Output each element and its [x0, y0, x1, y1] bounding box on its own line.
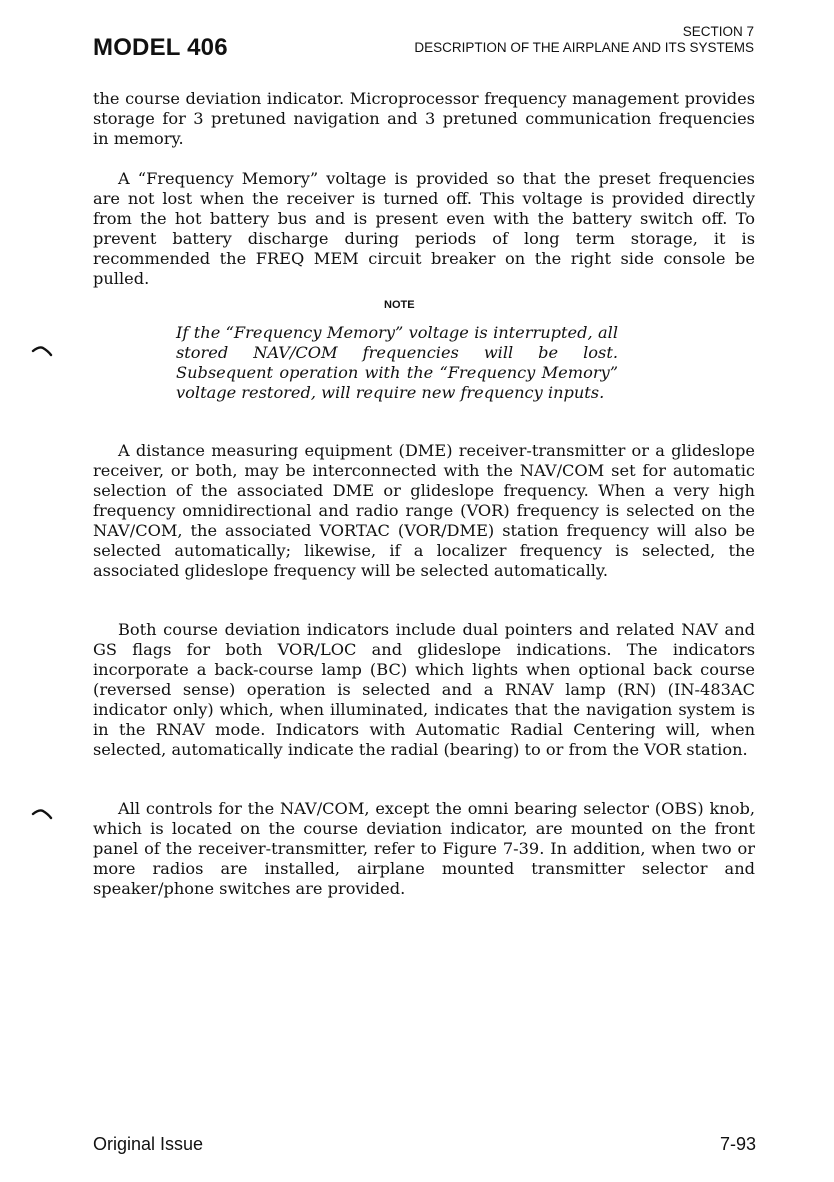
footer-page-number: 7-93 — [719, 1134, 756, 1154]
paragraph-5: All controls for the NAV/COM, except the omni bearing selector (OBS) knob, which is located on the course deviation indicator, are mounted on the front panel of the receiver-transmitter, refer to Figure 7-39. In addition, when two or more radios are installed, airplane mounted transmitter selector and speaker/phone switches are provided. — [93, 799, 755, 898]
header-model: MODEL 406 — [93, 34, 228, 61]
header-section-title: DESCRIPTION OF THE AIRPLANE AND ITS SYSTEMS — [414, 40, 754, 55]
revision-mark-icon — [31, 808, 53, 822]
header-section: SECTION 7 — [682, 24, 754, 39]
footer-issue: Original Issue — [93, 1134, 204, 1154]
revision-mark-icon — [31, 345, 53, 359]
note-text: If the “Frequency Memory” voltage is interrupted, all stored NAV/COM frequencies will be lost. Subsequent operation with the “Frequency Memory” voltage restored, will require new frequency inputs. — [176, 323, 618, 402]
paragraph-1: the course deviation indicator. Microprocessor frequency management provides storage for 3 pretuned navigation and 3 pretuned communication frequencies in memory. — [93, 89, 755, 148]
paragraph-3: A distance measuring equipment (DME) receiver-transmitter or a glideslope receiver, or both, may be interconnected with the NAV/COM set for automatic selection of the associated DME or glideslope frequency. When a very high frequency omnidirectional and radio range (VOR) frequency is selected on the NAV/COM, the associated VORTAC (VOR/DME) station frequency will also be selected automatically; likewise, if a localizer frequency is selected, the associated glideslope frequency will be selected automatically. — [93, 441, 755, 580]
paragraph-2: A “Frequency Memory” voltage is provided so that the preset frequencies are not lost when the receiver is turned off. This voltage is provided directly from the hot battery bus and is present even with the battery switch off. To prevent battery discharge during periods of long term storage, it is recommended the FREQ MEM circuit breaker on the right side console be pulled. — [93, 169, 755, 288]
paragraph-4: Both course deviation indicators include dual pointers and related NAV and GS flags for both VOR/LOC and glideslope indications. The indicators incorporate a back-course lamp (BC) which lights when optional back course (reversed sense) operation is selected and a RNAV lamp (RN) (IN-483AC indicator only) which, when illuminated, indicates that the navigation system is in the RNAV mode. Indicators with Automatic Radial Centering will, when selected, automatically indicate the radial (bearing) to or from the VOR station. — [93, 620, 755, 759]
note-label: NOTE — [384, 299, 415, 311]
header-section-block — [414, 24, 754, 56]
